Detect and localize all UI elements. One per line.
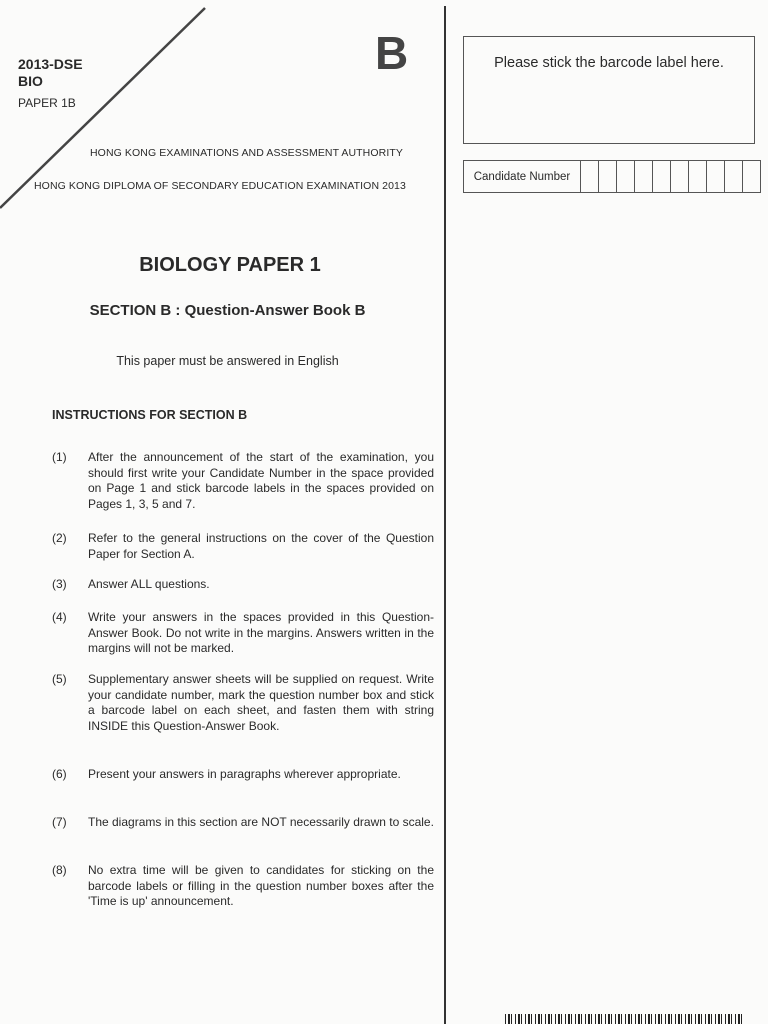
candidate-number-cell[interactable]	[581, 161, 599, 192]
instruction-number: (4)	[52, 610, 67, 624]
instruction-text: Answer ALL questions.	[88, 577, 210, 591]
instruction-number: (6)	[52, 767, 67, 781]
instruction-text: The diagrams in this section are NOT necessarily drawn to scale.	[88, 815, 434, 829]
footer-barcode	[505, 1014, 745, 1024]
candidate-number-cell[interactable]	[689, 161, 707, 192]
paper-code-year: 2013-DSE	[18, 56, 83, 72]
instruction-item	[52, 767, 434, 783]
language-note: This paper must be answered in English	[116, 354, 339, 368]
candidate-number-cell[interactable]	[725, 161, 743, 192]
instruction-item	[52, 672, 434, 734]
instruction-item	[52, 450, 434, 512]
instruction-text: Write your answers in the spaces provided in this Question-Answer Book. Do not write in the margins. Answers written in the margins will not be marked.	[88, 610, 434, 655]
instruction-item	[52, 815, 434, 831]
instruction-text: Supplementary answer sheets will be supplied on request. Write your candidate number, mark the question number box and stick a barcode label on each sheet, and fasten them with string INSIDE this Question-Answer Book.	[88, 672, 434, 733]
candidate-number-field[interactable]	[463, 160, 761, 193]
paper-code	[18, 56, 83, 90]
paper-number: PAPER 1B	[18, 96, 76, 110]
instruction-number: (7)	[52, 815, 67, 829]
barcode-box-label: Please stick the barcode label here.	[494, 55, 724, 71]
candidate-number-cell[interactable]	[635, 161, 653, 192]
instruction-number: (8)	[52, 863, 67, 877]
instructions-heading: INSTRUCTIONS FOR SECTION B	[52, 408, 248, 422]
instruction-text: Present your answers in paragraphs wherever appropriate.	[88, 767, 401, 781]
instruction-item	[52, 577, 434, 593]
barcode-label-box[interactable]	[463, 36, 755, 144]
instruction-number: (2)	[52, 531, 67, 545]
paper-title: BIOLOGY PAPER 1	[139, 254, 321, 276]
candidate-number-cell[interactable]	[599, 161, 617, 192]
instruction-text: No extra time will be given to candidates for sticking on the barcode labels or filling in the question number boxes after the 'Time is up' announcement.	[88, 863, 434, 908]
candidate-number-label: Candidate Number	[464, 161, 581, 192]
section-subtitle: SECTION B : Question-Answer Book B	[89, 302, 366, 319]
authority-name: HONG KONG EXAMINATIONS AND ASSESSMENT AUTHORITY	[90, 147, 403, 159]
instruction-text: Refer to the general instructions on the cover of the Question Paper for Section A.	[88, 531, 434, 561]
candidate-number-cell[interactable]	[653, 161, 671, 192]
instruction-item	[52, 610, 434, 657]
instruction-number: (5)	[52, 672, 67, 686]
instruction-number: (3)	[52, 577, 67, 591]
book-letter: B	[375, 27, 409, 79]
instruction-number: (1)	[52, 450, 67, 464]
instruction-text: After the announcement of the start of the examination, you should first write your Candidate Number in the space provided on Page 1 and stick barcode labels in the spaces provided on Pages 1, 3, 5 and 7.	[88, 450, 434, 511]
paper-code-subject: BIO	[18, 73, 43, 89]
instruction-item	[52, 531, 434, 562]
candidate-number-cell[interactable]	[671, 161, 689, 192]
candidate-number-cell[interactable]	[617, 161, 635, 192]
margin-divider	[444, 6, 446, 1024]
candidate-number-cell[interactable]	[707, 161, 725, 192]
instruction-item	[52, 863, 434, 910]
exam-name: HONG KONG DIPLOMA OF SECONDARY EDUCATION EXAMINATION 2013	[34, 180, 406, 192]
candidate-number-cell[interactable]	[743, 161, 760, 192]
